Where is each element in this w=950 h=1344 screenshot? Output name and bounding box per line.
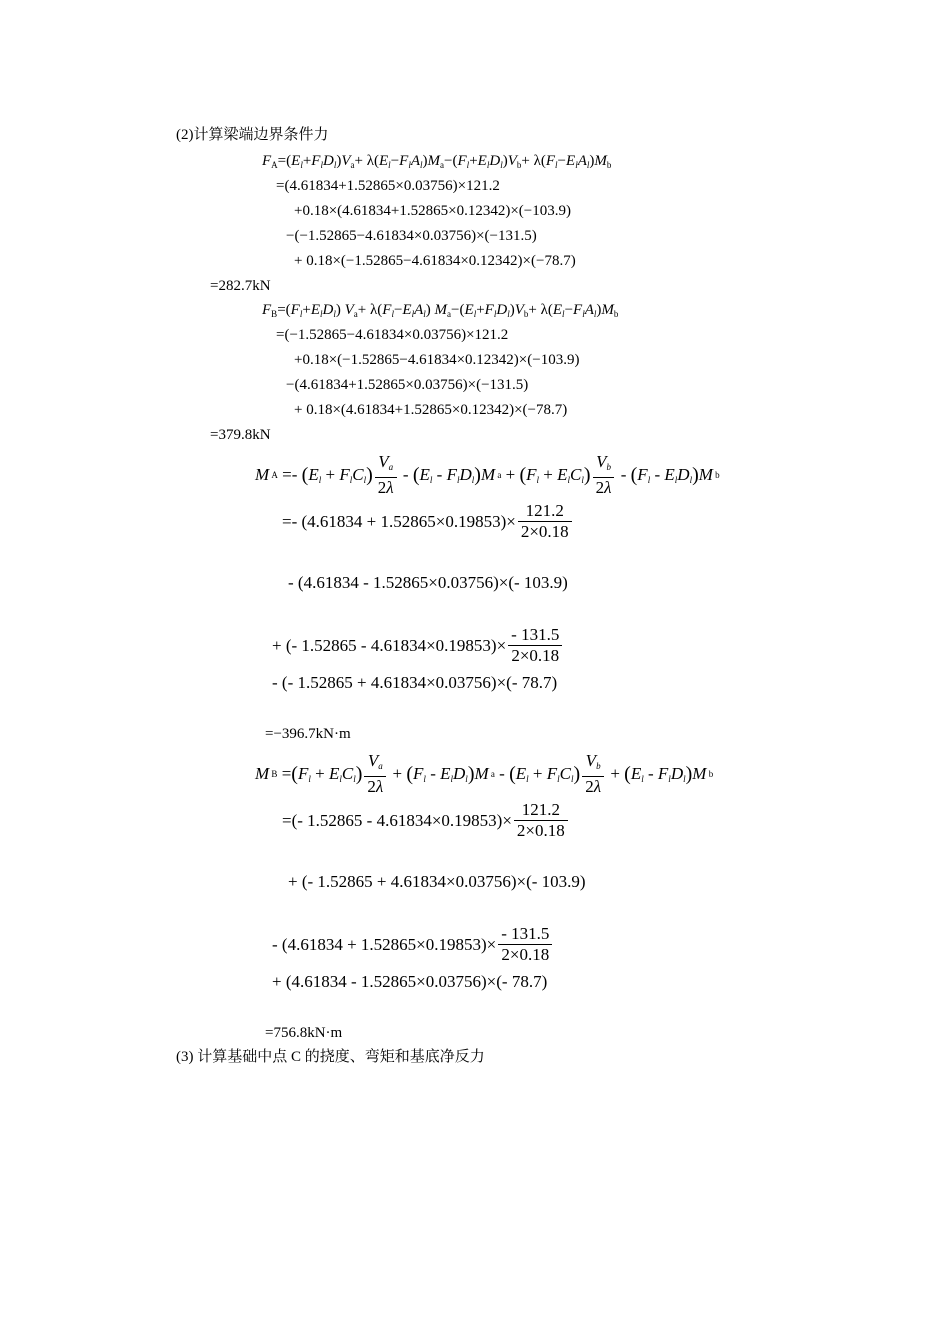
ma-line-4: - (- 1.52865 + 4.61834×0.03756)×(- 78.7) [272, 673, 558, 692]
ma-formula: M A =- ( $E_l$ + $F_lC_l$ ) $\frac{V_a}{2\lambda}$ - ( $E_l$ - $F_lD_l$ ) M a + ( $F_l$ + $E_lC_l$ ) $\frac{V_b}{2\lambda}$ - ( $F_l$ - $E_lD_l$ ) M b [255, 452, 720, 497]
fa-line-4: + 0.18×(−1.52865−4.61834×0.12342)×(−78.7) [294, 253, 576, 269]
ma-line-3 [272, 625, 564, 666]
fa-line-3: −(−1.52865−4.61834×0.03756)×(−131.5) [286, 228, 537, 244]
mb-line-3 [272, 924, 554, 965]
fb-result: =379.8kN [210, 427, 271, 443]
ma-line-3-den: 2×0.18 [508, 645, 562, 666]
fa-result: =282.7kN [210, 278, 271, 294]
fb-line-1: =(−1.52865−4.61834×0.03756)×121.2 [276, 327, 509, 343]
ma-line-2: - (4.61834 - 1.52865×0.03756)×(- 103.9) [288, 573, 568, 592]
mb-result: =756.8kN·m [265, 1025, 343, 1041]
fa-line-1: =(4.61834+1.52865×0.03756)×121.2 [276, 178, 500, 194]
section3-title: (3) 计算基础中点 C 的挠度、弯矩和基底净反力 [176, 1049, 485, 1065]
fa-formula: $F_A=(E_l+F_lD_l)V_a+ \lambda(E_l-F_lA_l)M_a-(F_l+E_lD_l)V_b+ \lambda(F_l-E_lA_l)M_b$ [262, 153, 612, 170]
mb-line-1-den: 2×0.18 [514, 820, 568, 841]
section2-title: (2)计算梁端边界条件力 [176, 127, 329, 143]
mb-line-3-den: 2×0.18 [498, 944, 552, 965]
fa-line-2: +0.18×(4.61834+1.52865×0.12342)×(−103.9) [294, 203, 571, 219]
ma-line-1 [282, 501, 574, 542]
fb-formula: $F_B=(F_l+E_lD_l)$ $V_a+ \lambda(F_l-E_lA_l)$ $M_a-(E_l+F_lD_l)V_b+ \lambda(E_l-F_lA_l)M_b$ [262, 302, 619, 319]
ma-line-3-num: - 131.5 [511, 625, 560, 644]
fb-line-2: +0.18×(−1.52865−4.61834×0.12342)×(−103.9) [294, 352, 580, 368]
ma-line-1-expr: =- (4.61834 + 1.52865×0.19853)× [282, 511, 516, 531]
ma-line-3-expr: + (- 1.52865 - 4.61834×0.19853)× [272, 635, 507, 655]
fb-line-3: −(4.61834+1.52865×0.03756)×(−131.5) [286, 377, 529, 393]
ma-line-1-num: 121.2 [525, 501, 564, 520]
mb-line-1-expr: =(- 1.52865 - 4.61834×0.19853)× [282, 810, 512, 830]
mb-line-1 [282, 800, 570, 841]
mb-line-3-num: - 131.5 [501, 924, 550, 943]
mb-formula: M B = ( $F_l$ + $E_lC_l$ ) $\frac{V_a}{2\lambda}$ + ( $F_l$ - $E_lD_l$ ) M a - ( $E_l$ + $F_lC_l$ ) $\frac{V_b}{2\lambda}$ + ( $E_l$ - $F_lD_l$ ) M b [255, 751, 714, 796]
mb-line-1-num: 121.2 [521, 800, 560, 819]
ma-result: =−396.7kN·m [265, 726, 351, 742]
fb-line-4: + 0.18×(4.61834+1.52865×0.12342)×(−78.7) [294, 402, 568, 418]
ma-line-1-den: 2×0.18 [518, 521, 572, 542]
mb-line-3-expr: - (4.61834 + 1.52865×0.19853)× [272, 934, 497, 954]
mb-line-4: + (4.61834 - 1.52865×0.03756)×(- 78.7) [272, 972, 548, 991]
mb-line-2: + (- 1.52865 + 4.61834×0.03756)×(- 103.9) [288, 872, 586, 891]
